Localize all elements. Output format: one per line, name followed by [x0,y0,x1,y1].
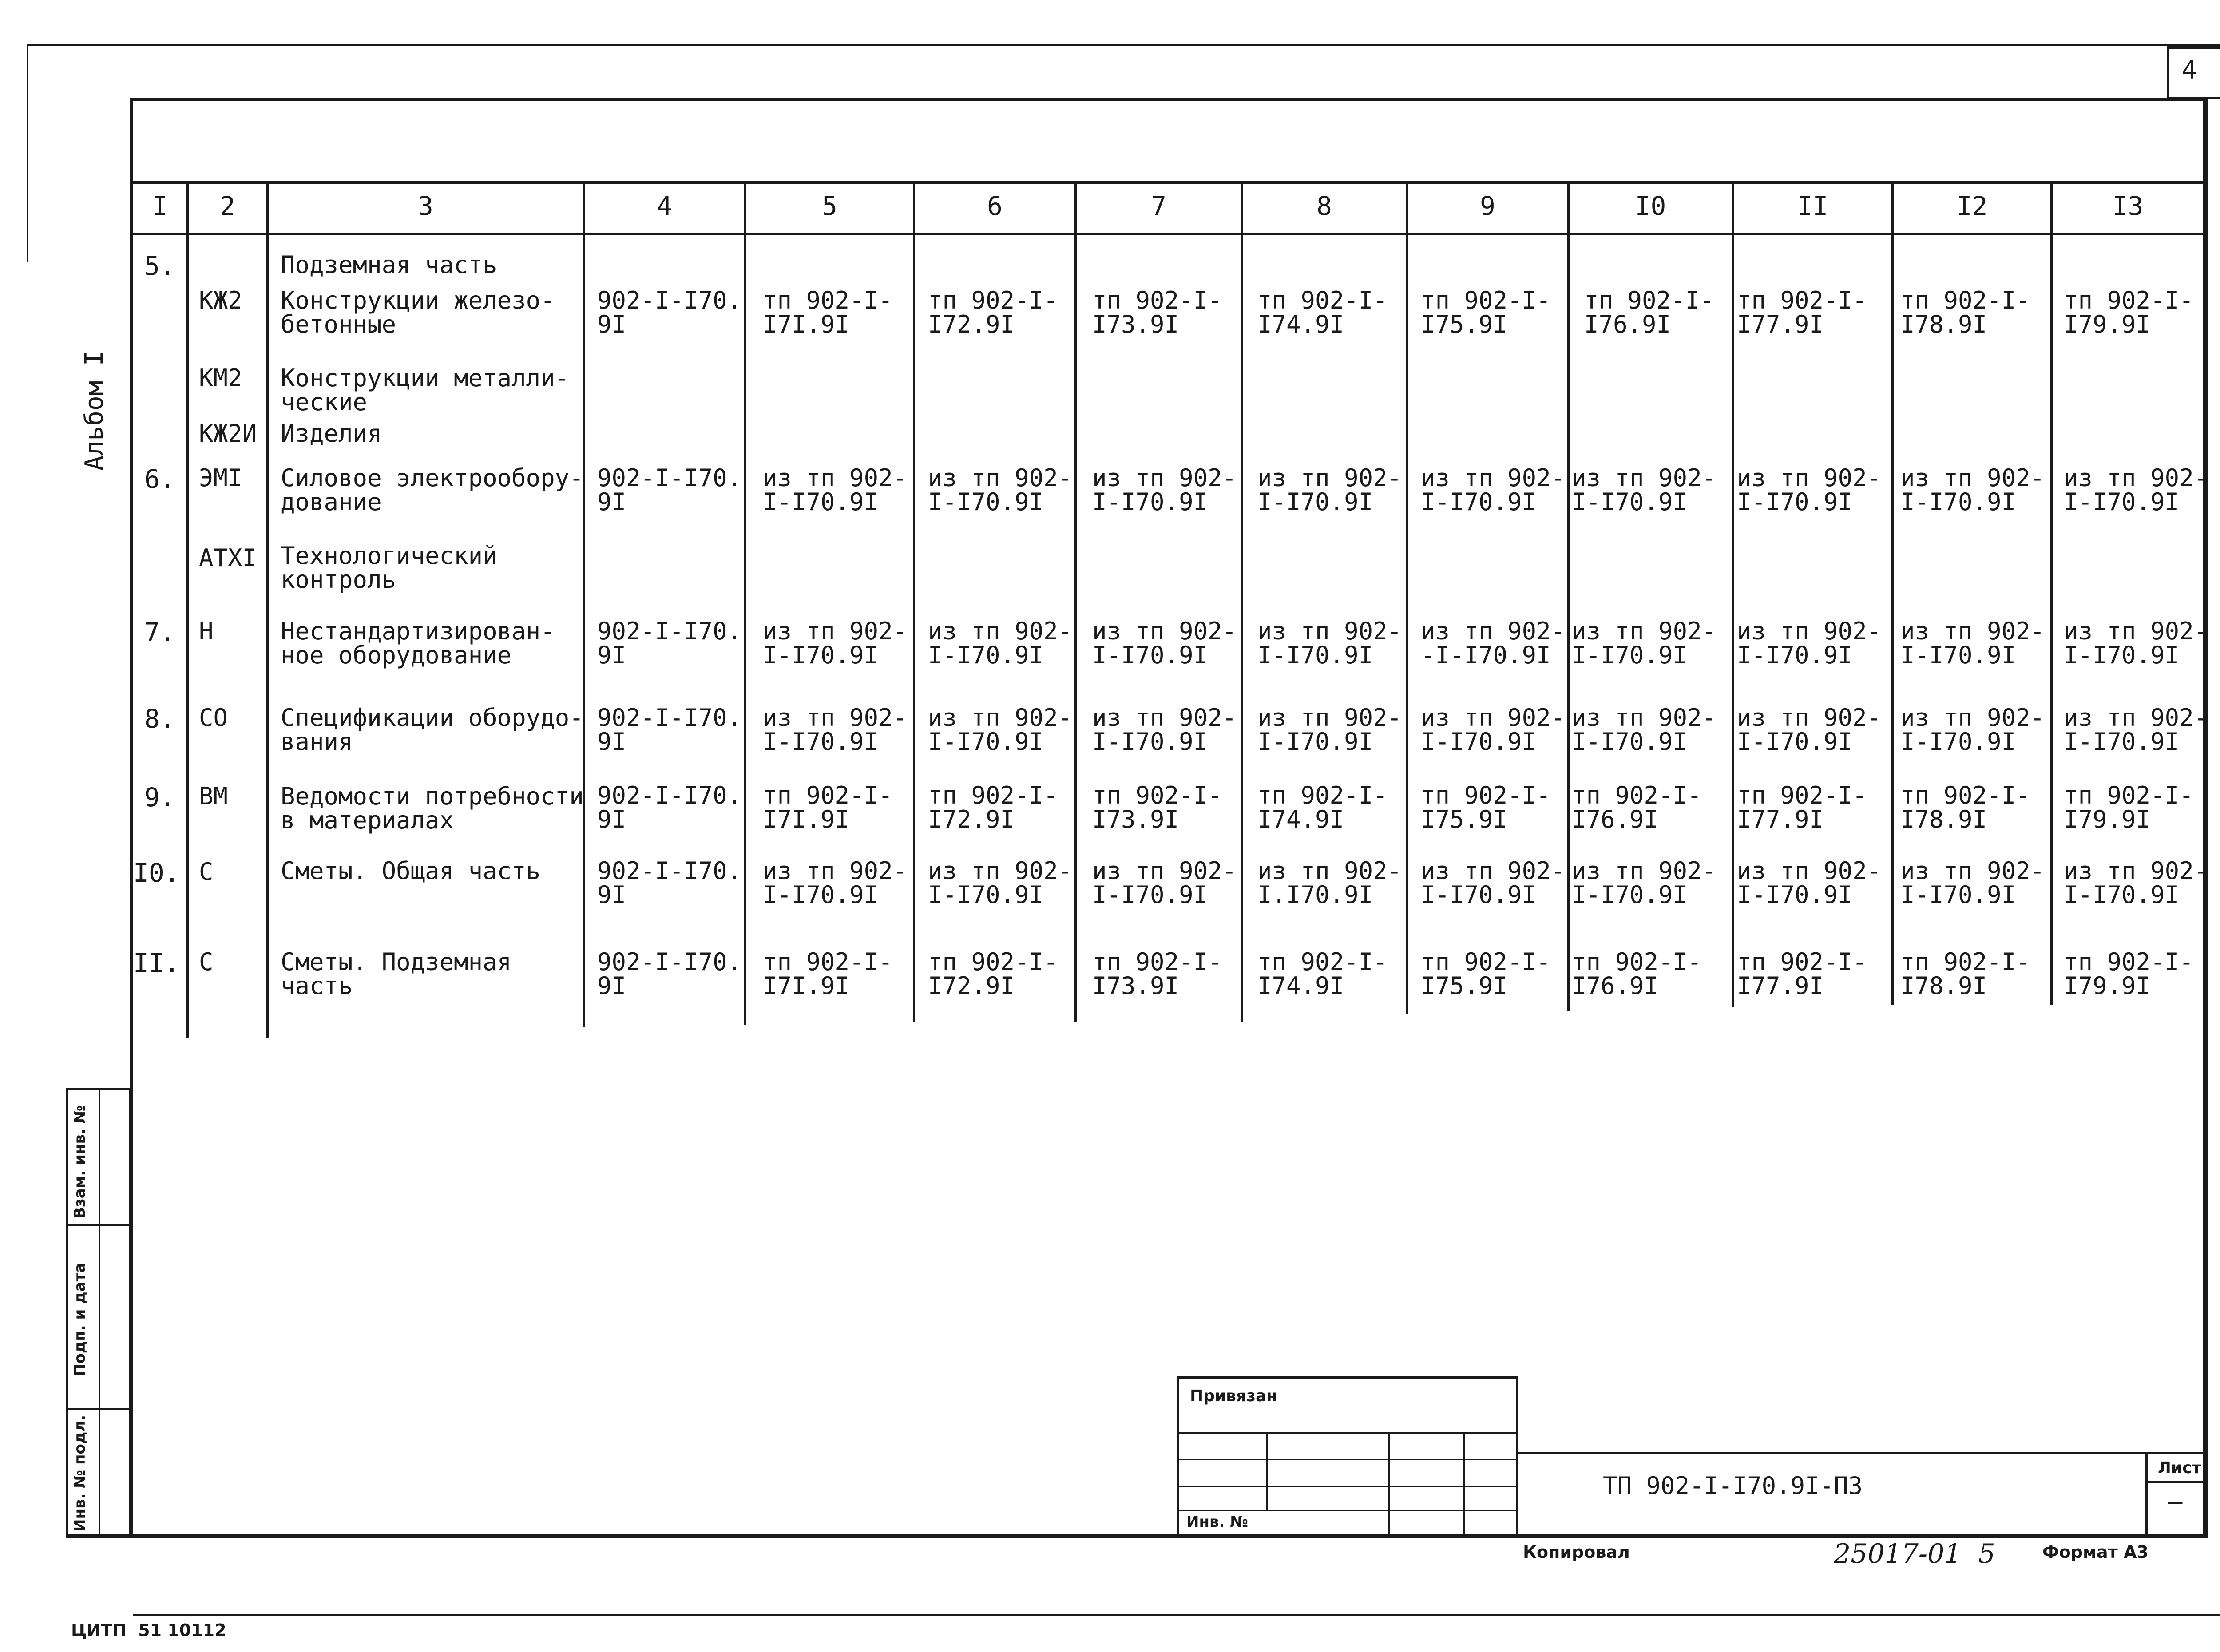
table-cell: из тп 902- -I-I70.9I [1421,617,1566,669]
left-stamp-sep2 [68,1408,129,1410]
binding-stamp [1177,1376,1518,1537]
table-cell: тп 902-I- I7I.9I [763,948,893,1000]
col-sep-10 [1732,181,1734,1007]
binding-vline-3 [1463,1432,1465,1535]
table-cell: тп 902-I- I76.9I [1572,781,1702,833]
row-heading: Подземная часть [281,251,497,279]
table-cell: из тп 902- I-I70.9I [1572,857,1717,909]
binding-vline-2 [1388,1432,1390,1535]
table-cell: из тп 902- I-I70.9I [763,617,908,669]
col-header-6: 6 [987,191,1003,221]
sheet-box-divider [2148,1481,2203,1483]
row-code: АТХI [199,544,257,572]
col-sep-4 [744,181,746,1025]
table-cell: из тп 902- I-I70.9I [1737,857,1882,909]
table-cell: тп 902-I- I75.9I [1421,286,1551,338]
table-cell: тп 902-I- I74.9I [1257,781,1388,833]
table-cell: 902-I-I70. 9I [597,781,742,833]
table-cell: тп 902-I- I76.9I [1572,948,1702,1000]
row-code: КЖ2 [199,286,242,314]
table-cell: тп 902-I- I77.9I [1737,781,1867,833]
table-cell: из тп 902- I-I70.9I [763,704,908,756]
row-number: 8. [144,704,175,734]
binding-hline-2 [1179,1459,1516,1460]
table-cell: тп 902-I- I79.9I [2064,286,2194,338]
copied-label: Копировал [1523,1542,1630,1562]
row-description: Силовое электрообору- дование [281,464,584,516]
table-cell: из тп 902- I-I70.9I [1737,464,1882,516]
sheet-box-label: Лист [2158,1459,2201,1477]
binding-label: Привязан [1190,1387,1278,1405]
col-header-11: II [1797,191,1828,221]
col-header-4: 4 [657,191,672,221]
table-cell: из тп 902- I-I70.9I [928,464,1073,516]
row-description: Изделия [281,420,382,448]
table-cell: из тп 902- I-I70.9I [1421,857,1566,909]
table-cell: из тп 902- I-I70.9I [928,617,1073,669]
table-cell: 902-I-I70. 9I [597,704,742,756]
row-code: С [199,858,214,886]
col-header-7: 7 [1151,191,1166,221]
row-number: II. [133,948,180,978]
table-cell: из тп 902- I-I70.9I [1257,704,1402,756]
sheet-number: 4 [2182,56,2197,85]
table-cell: из тп 902- I-I70.9I [1572,704,1717,756]
col-sep-8 [1406,181,1408,1014]
col-sep-12 [2050,181,2053,1005]
binding-hline-4 [1179,1510,1516,1511]
table-cell: тп 902-I- I72.9I [928,948,1058,1000]
col-sep-7 [1241,181,1243,1022]
row-number: 7. [144,617,175,647]
left-stamp-divider [99,1090,100,1536]
main-frame-bottom [67,1534,2208,1538]
col-header-13: I3 [2112,191,2144,221]
col-sep-6 [1074,181,1077,1022]
row-description: Ведомости потребности в материалах [281,782,584,834]
table-cell: тп 902-I- I72.9I [928,286,1058,338]
table-cell: из тп 902- I-I70.9I [2064,617,2208,669]
row-description: Сметы. Общая часть [281,857,541,885]
table-cell: тп 902-I- I73.9I [1092,948,1222,1000]
sheet-box [2145,1452,2203,1536]
table-cell: тп 902-I- I7I.9I [763,286,893,338]
binding-vline-1 [1266,1432,1268,1510]
table-cell: тп 902-I- I77.9I [1737,948,1867,1000]
table-cell: из тп 902- I-I70.9I [1092,617,1237,669]
table-cell: 902-I-I70. 9I [597,948,742,1000]
main-frame-right [2203,98,2208,1538]
row-code: ВМ [199,782,228,810]
col-header-9: 9 [1480,191,1495,221]
row-description: Конструкции железо- бетонные [281,286,555,338]
stamp-vzam-inv: Взам. инв. № [71,1105,89,1219]
document-designation: ТП 902-I-I70.9I-ПЗ [1603,1472,1863,1500]
table-cell: тп 902-I- I74.9I [1257,286,1388,338]
outer-frame-bottom [133,1614,2220,1616]
row-description: Сметы. Подземная часть [281,948,512,1000]
table-cell: из тп 902- I-I70.9I [2064,464,2208,516]
table-cell: из тп 902- I-I70.9I [1900,464,2045,516]
table-cell: из тп 902- I-I70.9I [2064,704,2208,756]
main-frame-top [131,98,2208,101]
col-sep-1 [186,181,189,1038]
table-cell: из тп 902- I-I70.9I [763,464,908,516]
table-cell: тп 902-I- I78.9I [1900,286,2030,338]
col-header-3: 3 [418,191,433,221]
col-header-2: 2 [220,191,235,221]
table-cell: тп 902-I- I78.9I [1900,781,2030,833]
col-sep-11 [1891,181,1894,1005]
table-cell: из тп 902- I-I70.9I [928,704,1073,756]
table-cell: из тп 902- I.I70.9I [1257,857,1402,909]
outer-frame-left [27,44,28,262]
album-label: Альбом I [80,351,109,471]
table-cell: 902-I-I70. 9I [597,617,742,669]
col-header-5: 5 [822,191,837,221]
table-cell: из тп 902- I-I70.9I [1900,617,2045,669]
sheet-number-box [2167,46,2220,99]
outer-frame-top [27,44,2220,46]
stamp-podp-data: Подп. и дата [71,1262,89,1376]
table-cell: из тп 902- I-I70.9I [1421,464,1566,516]
row-number: 6. [144,464,175,494]
col-sep-5 [913,181,915,1022]
row-number: I0. [133,858,180,888]
table-cell: из тп 902- I-I70.9I [1257,464,1402,516]
row-code: Н [199,617,214,645]
designation-top-line [1518,1452,2203,1454]
col-header-10: I0 [1635,191,1666,221]
table-cell: 902-I-I70. 9I [597,286,742,338]
table-cell: тп 902-I- I76.9I [1584,286,1714,338]
binding-hline-1 [1179,1432,1516,1434]
row-number: 5. [144,251,175,281]
table-cell: тп 902-I- I73.9I [1092,781,1222,833]
table-cell: тп 902-I- I74.9I [1257,948,1388,1000]
row-description: Технологический контроль [281,542,497,594]
row-code: СО [199,704,228,732]
table-cell: тп 902-I- I75.9I [1421,948,1551,1000]
row-number: 9. [144,782,175,812]
table-cell: из тп 902- I-I70.9I [1572,464,1717,516]
col-sep-2 [266,181,269,1038]
row-description: Нестандартизирован- ное оборудование [281,617,555,669]
table-cell: из тп 902- I-I70.9I [763,857,908,909]
left-stamp-sep1 [68,1224,129,1226]
table-cell: тп 902-I- I79.9I [2064,948,2194,1000]
table-cell: из тп 902- I-I70.9I [1900,704,2045,756]
table-cell: тп 902-I- I7I.9I [763,781,893,833]
row-code: С [199,948,214,976]
table-cell: тп 902-I- I78.9I [1900,948,2030,1000]
table-cell: из тп 902- I-I70.9I [1092,857,1237,909]
table-cell: из тп 902- I-I70.9I [1900,857,2045,909]
table-cell: из тп 902- I-I70.9I [1572,617,1717,669]
table-cell: тп 902-I- I79.9I [2064,781,2194,833]
table-cell: 902-I-I70. 9I [597,857,742,909]
table-cell: тп 902-I- I77.9I [1737,286,1867,338]
col-header-1: I [152,191,168,221]
stamp-inv-podl: Инв. № подл. [71,1414,89,1532]
inventory-label: Инв. № [1186,1513,1249,1531]
row-code: КЖ2И [199,420,257,448]
col-sep-3 [583,181,585,1027]
binding-hline-3 [1179,1486,1516,1487]
table-cell: тп 902-I- I75.9I [1421,781,1551,833]
table-cell: из тп 902- I-I70.9I [1092,464,1237,516]
row-code: КМ2 [199,364,242,392]
row-code: ЭМI [199,464,242,492]
format-label: Формат А3 [2042,1542,2149,1562]
table-cell: из тп 902- I-I70.9I [1257,617,1402,669]
col-sep-9 [1567,181,1570,1011]
table-cell: из тп 902- I-I70.9I [1421,704,1566,756]
table-cell: из тп 902- I-I70.9I [1737,704,1882,756]
row-description: Спецификации оборудо- вания [281,704,584,756]
row-description: Конструкции металли- ческие [281,364,570,416]
table-cell: тп 902-I- I73.9I [1092,286,1222,338]
table-cell: из тп 902- I-I70.9I [2064,857,2208,909]
table-cell: тп 902-I- I72.9I [928,781,1058,833]
table-cell: из тп 902- I-I70.9I [928,857,1073,909]
table-cell: из тп 902- I-I70.9I [1092,704,1237,756]
col-header-8: 8 [1316,191,1332,221]
table-cell: из тп 902- I-I70.9I [1737,617,1882,669]
table-cell: 902-I-I70. 9I [597,464,742,516]
col-header-12: I2 [1956,191,1988,221]
handwritten-number: 25017-01 5 [1834,1538,1995,1569]
sheet-box-value: – [2168,1487,2183,1515]
print-mark: ЦИТП 51 10112 [71,1620,226,1640]
